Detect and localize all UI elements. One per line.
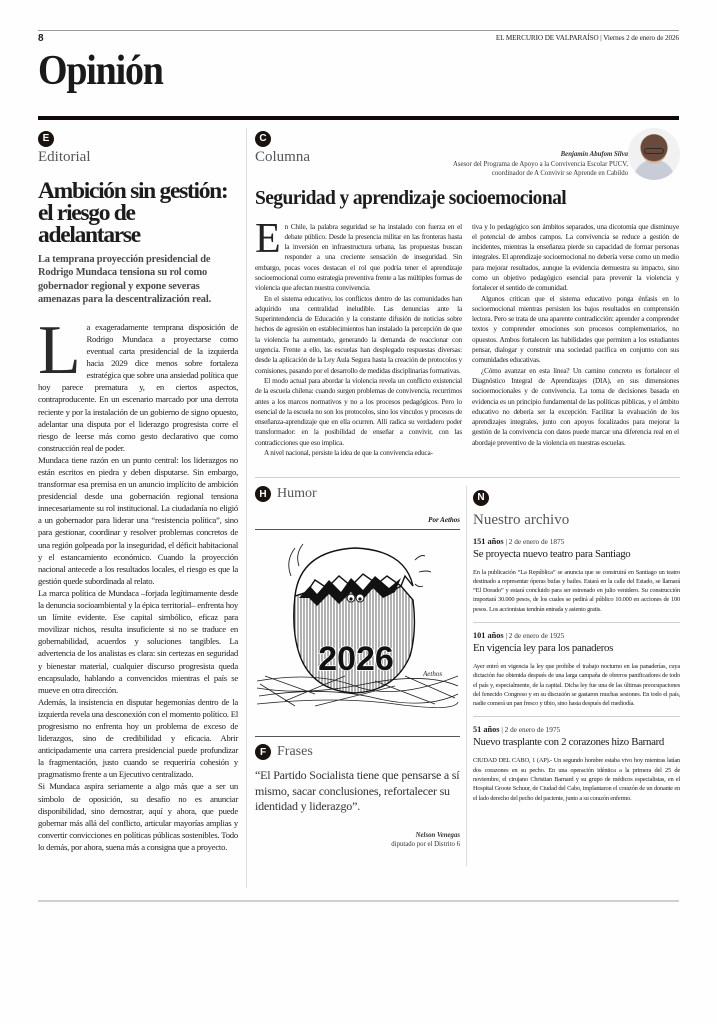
bottom-rule [38,900,679,902]
opinion-column [255,128,680,458]
column-divider [466,486,467,866]
author-role: coordinador de A Convivir se Aprende en Cabildo [491,170,628,177]
column-paragraph: A nivel nacional, persiste la idea de que la convivencia educa- [264,448,433,458]
publication-name: EL MERCURIO DE VALPARAÍSO [495,34,599,42]
archive-meta: 151 años | 2 de enero de 1875 [473,536,565,546]
column-dropcap: E [255,215,281,262]
archive-date: 2 de enero de 1925 [508,630,565,640]
archive-section [473,487,680,803]
glasses-icon [644,148,664,154]
author-avatar [628,128,680,180]
section-rule [38,116,679,120]
editorial-dropcap: L [38,311,81,389]
quote-text: “El Partido Socialista tiene que pensarse a sí mismo, sacar conclusiones, refortalecer su identidad y liderazgo”. [255,768,460,813]
masthead [496,34,679,42]
quote-author-name: Nelson Venegas [415,831,460,839]
column-paragraph: En el sistema educativo, los conflictos dentro de las comunidades han adquirido una centralidad ineludible. Las denuncias ante la Superintendencia de Educación y la constante difusión de noticias sobre hechos de agresión en establecimientos han instalado la percepción de que la violencia ha aumentado, generando la demanda de reaccionar con urgencia. Frente a ello, las escuelas han desplegado respuestas diversas: desde la aplicación de la Ley Aula Segura hasta la creación de protocolos y comisiones, pasando por el desarrollo de medidas disciplinarias formativas. [255,293,462,375]
editorial-dek: La temprana proyección presidencial de Rodrigo Mundaca tensiona su rol como gobernador regional y expone severas amenazas para la descentralización real. [38,253,212,306]
cartoon-signature: Aethos [423,670,443,678]
archive-badge: N [473,490,489,506]
archive-title: Se proyecta nuevo teatro para Santiago [473,547,631,560]
humor-byline: Por Aethos [428,516,460,524]
frases-badge: F [255,744,271,760]
archive-title: Nuevo trasplante con 2 corazones hizo Barnard [473,736,664,749]
humor-kicker: Humor [277,486,317,501]
column-paragraph: Algunos critican que el sistema educativo ponga énfasis en lo socioemocional mientras persisten los bajos resultados en comprensión lectora. Pero se trata de una aparente contradicción: aprender a comprender textos y comprender emociones son procesos complementarios, no opuestos. Ambos fortalecen las habilidades que permiten a los estudiantes pensar, dialogar y construir una sociedad pacífica en conjunto con sus comunidades educativas. [472,293,679,365]
column-paragraph: tiva y lo pedagógico son ámbitos separados, una dicotomía que disminuye el potencial de ambos campos. La convivencia se reduce a gestión de incidentes, mientras la enseñanza pierde su capacidad de formar personas integrales. El aprendizaje socioemocional no debería verse como un medio para mejorar resultados, aunque la evidencia demuestra su impacto, sino como un objetivo pedagógico esencial para prevenir la violencia y fortalecer el sentido de comunidad. [472,221,679,293]
humor-header [255,486,460,502]
archive-date: 2 de enero de 1975 [504,725,561,735]
column-body [255,215,680,459]
author-name: Benjamín Abufom Silva [560,151,628,158]
archive-item [473,622,680,708]
section-title: Opinión [38,47,163,95]
archive-body: CIUDAD DEL CABO, 1 (AP).- Un segundo hombre estaba vivo hoy mientras latían dos corazones en su pecho. En una operación idéntica a la primera del 25 de noviembre, el cirujano Christian Barnard y su grupo de médicos especialistas, en el Hospital Groote Schuur, de Ciudad del Cabo, implantaron el corazón de un donante en el lado derecho del pecho del paciente, junto a su corazón enfermo. [473,757,680,802]
archive-body: En la publicación “La República” se anuncia que se construirá en Santiago un teatro destinado a representar óperas bufas y bailes. Estará en la calle del Estado, se llamará “El Dorado” y estará concluido para ser estrenado en julio venidero. Su construcción importará 30.000 pesos, de los cuales se pedirá al público 10.000 en acciones de 100 pesos. Los accionistas tendrán entrada y asiento gratis. [473,568,680,613]
masthead-separator: | [598,34,604,42]
column-divider [246,128,247,888]
editorial-badge: E [38,131,54,147]
archive-years: 151 años [473,536,504,546]
humor-section [255,486,460,713]
column-badge: C [255,131,271,147]
top-rule [38,30,679,31]
archive-meta: 101 años | 2 de enero de 1925 [473,630,565,640]
cartoon-year-label: 2026 [318,640,394,678]
archive-item [473,537,680,614]
column-paragraph: n Chile, la palabra seguridad se ha instalado con fuerza en el debate público. Desde la presencia militar en las fronteras hasta la inversión en infraestructura urbana, las propuestas buscan responder a una creciente sensación de inseguridad. Sin embargo, pocas voces destacan el rol que podría tener el aprendizaje socioemocional como estrategia preventiva frente a las múltiples formas de violencia que afectan nuestra convivencia. [255,221,462,293]
frases-rule [255,736,460,737]
editorial-article [38,128,238,853]
column-paragraph: ¿Cómo avanzar en esta línea? Un camino concreto es fortalecer el Diagnóstico Integral de Aprendizajes (DIA), en sus dimensiones socioemocionales y de convivencia. La toma de decisiones basada en evidencia es un principio fundamental de las políticas públicas, y el ámbito educativo no debería ser la excepción. Facilitar la evaluación de los aprendizajes integrales, junto con apoyos focalizados para mejorar la gestión de la convivencia con datos puede marcar una diferencia real en el abordaje preventivo de la violencia en nuestras escuelas. [472,365,679,447]
author-block [453,150,628,179]
editorial-headline: Ambición sin gestión: el riesgo de adelantarse [38,177,228,248]
editorial-body [38,311,238,853]
cartoon-egg-illustration [255,536,460,708]
column-kicker: Columna [255,148,310,165]
editorial-paragraph: Mundaca tiene razón en un punto central: los liderazgos no están escritos en piedra y deben disputarse. Sin embargo, transformar esa premisa en un anuncio implícito de ambición presidencial desde una gobernación regional tensiona innecesariamente su rol institucional. La ciudadanía no eligió a un gobernador para liderar una “resistencia política”, sino para gestionar, coordinar y resolver problemas concretos de una región golpeada por la inseguridad, el déficit habitacional y el estancamiento económico. Cuando la proyección nacional antecede a los resultados locales, el riesgo es que la gestión quede subordinada al relato. [38,454,238,586]
publication-date: Viernes 2 de enero de 2026 [603,34,679,42]
editorial-paragraph: Además, la insistencia en disputar hegemonías dentro de la izquierda revela una desconexión con el momento político. El progresismo no enfrenta hoy un problema de exceso de liderazgos, sino de credibilidad y eficacia. Abrir anticipadamente una carrera presidencial puede profundizar la fragmentación, justo cuando se requeriría cohesión y pragmatismo frente a un Ejecutivo centralizado. [38,696,238,780]
archive-meta: 51 años | 2 de enero de 1975 [473,725,561,735]
archive-item [473,716,680,802]
frases-kicker: Frases [277,744,313,759]
archive-body: Ayer entró en vigencia la ley que prohíbe el trabajo nocturno en las panaderías, cuya dictación fue obtenida después de una larga campaña de obreros panificadores de todo el país y, especialmente, de la capital. Dicha ley fue una de las últimas preocupaciones del fenecido Congreso y en su discusión se gastaron muchas sesiones. En todo el país, nadie comerá un pan fresco y tibio, sino hasta después del mediodía. [473,662,680,708]
column-text-left [255,215,462,459]
archive-kicker: Nuestro archivo [473,511,570,528]
editorial-paragraph: La marca política de Mundaca –forjada legítimamente desde la denuncia socioambiental y la épica territorial– enfrenta hoy un límite evidente. Ese capital simbólico, eficaz para movilizar nichos, resulta insuficiente si no se traduce en gobernabilidad, acuerdos y soluciones tangibles. La advertencia de los analistas es clara: sin certezas en seguridad y bienestar material, cualquier discurso progresista queda encapsulado, hablando a convencidos mientras el país se mueve en otra dirección. [38,587,238,695]
quote-attribution [255,831,460,850]
frases-header [255,744,460,760]
humor-badge: H [255,486,271,502]
archive-title: En vigencia ley para los panaderos [473,641,613,654]
humor-rule [255,529,460,530]
quotes-section [255,744,460,850]
editorial-kicker: Editorial [38,148,91,165]
page-number: 8 [38,33,44,44]
archive-years: 51 años [473,725,500,735]
column-paragraph: El modo actual para abordar la violencia revela un conflicto existencial de la escuela chilena: cuando surgen problemas de convivencia, recurrimos antes a los marcos normativos y no a los procesos pedagógicos. Pero lo esencial de la escuela no son los protocolos, sino los vínculos y procesos de enseñanza-aprendizaje que en ella ocurren. Allí radica su verdadero poder transformador: en la posibilidad de enseñar a convivir, con las contradicciones que eso implica. [255,375,462,447]
archive-date: 2 de enero de 1875 [508,536,565,546]
quote-author-role: diputado por el Distrito 6 [391,841,460,848]
column-text-right [472,222,679,459]
column-headline: Seguridad y aprendizaje socioemocional [255,187,567,209]
editorial-paragraph: a exageradamente temprana disposición de Rodrigo Mundaca a proyectarse como eventual carta presidencial de la izquierda hacia 2029 dice menos sobre fortaleza estratégica que sobre una ansiedad política que hoy parece prematura y, en ciertos aspectos, contraproducente. En un escenario marcado por una derrota reciente y por la instalación de un gobierno de signo opuesto, adelantar una disputa por el liderazgo progresista corre el riesgo de leerse más como gesto declarativo que como construcción real de poder. [38,321,238,453]
author-role: Asesor del Programa de Apoyo a la Convivencia Escolar PUCV, [452,160,628,168]
editorial-paragraph: Si Mundaca aspira seriamente a algo más que a ser un símbolo de oposición, su desafío no es anunciar disponibilidad, sino demostrar, aquí y ahora, que puede gobernar más allá del conflicto, articular mayorías amplias y convertir convicciones en políticas públicas sostenibles. Todo lo demás, por ahora, suena más a consigna que a proyecto. [38,781,238,852]
archive-years: 101 años [473,630,504,640]
column-bottom-rule [255,477,680,478]
